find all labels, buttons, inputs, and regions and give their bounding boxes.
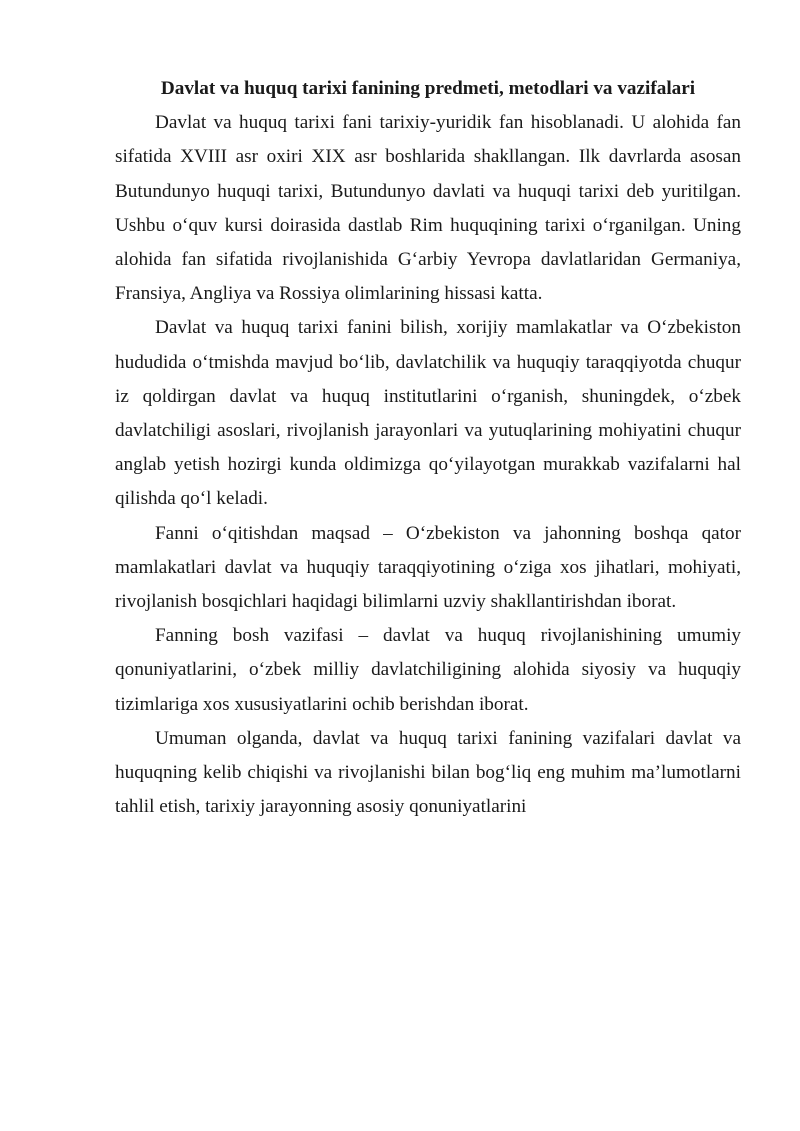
paragraph-summary-tasks: Umuman olganda, davlat va huquq tarixi fanining vazifalari davlat va huquqning kelib chiqishi va rivojlanishi bilan bog‘liq eng muhim ma’lumotlarni tahlil etish, tarixiy jarayonning asosiy qonuniyatlarini [115,727,741,818]
paragraph-importance-of-study: Davlat va huquq tarixi fanini bilish, xorijiy mamlakatlar va O‘zbekiston hududida o‘tmishda mavjud bo‘lib, davlatchilik va huquqiy taraqqiyotda chuqur iz qoldirgan davlat va huquq institutlarini o‘rganish, shuningdek, o‘zbek davlatchiligi asoslari, rivojlanish jarayonlari va yutuqlarining mohiyatini chuqur anglab yetish hozirgi kunda oldimizga qo‘yilayotgan murakkab vazifalarni hal qilishda qo‘l keladi. [115,317,741,510]
paragraph-history-of-discipline: Davlat va huquq tarixi fani tarixiy-yuridik fan hisoblanadi. U alohida fan sifatida XVIII asr oxiri XIX asr boshlarida shakllangan. Ilk davrlarda asosan Butundunyo huquqi tarixi, Butundunyo davlati va huquqi tarixi deb yuritilgan. Ushbu o‘quv kursi doirasida dastlab Rim huquqining tarixi o‘rganilgan. Uning alohida fan sifatida rivojlanishida G‘arbiy Yevropa davlatlaridan Germaniya, Fransiya, Angliya va Rossiya olimlarining hissasi katta. [115,112,741,305]
paragraph-main-task: Fanning bosh vazifasi – davlat va huquq rivojlanishining umumiy qonuniyatlarini, o‘zbek milliy davlatchiligining alohida siyosiy va huquqiy tizimlariga xos xususiyatlarini ochib berishdan iborat. [115,625,741,715]
document-page [115,72,741,824]
paragraph-teaching-goal: Fanni o‘qitishdan maqsad – O‘zbekiston va jahonning boshqa qator mamlakatlari davlat va huquqiy taraqqiyotining o‘ziga xos jihatlari, mohiyati, rivojlanish bosqichlari haqidagi bilimlarni uzviy shakllantirishdan iborat. [115,522,741,613]
document-title: Davlat va huquq tarixi fanining predmeti, metodlari va vazifalari [160,78,696,99]
